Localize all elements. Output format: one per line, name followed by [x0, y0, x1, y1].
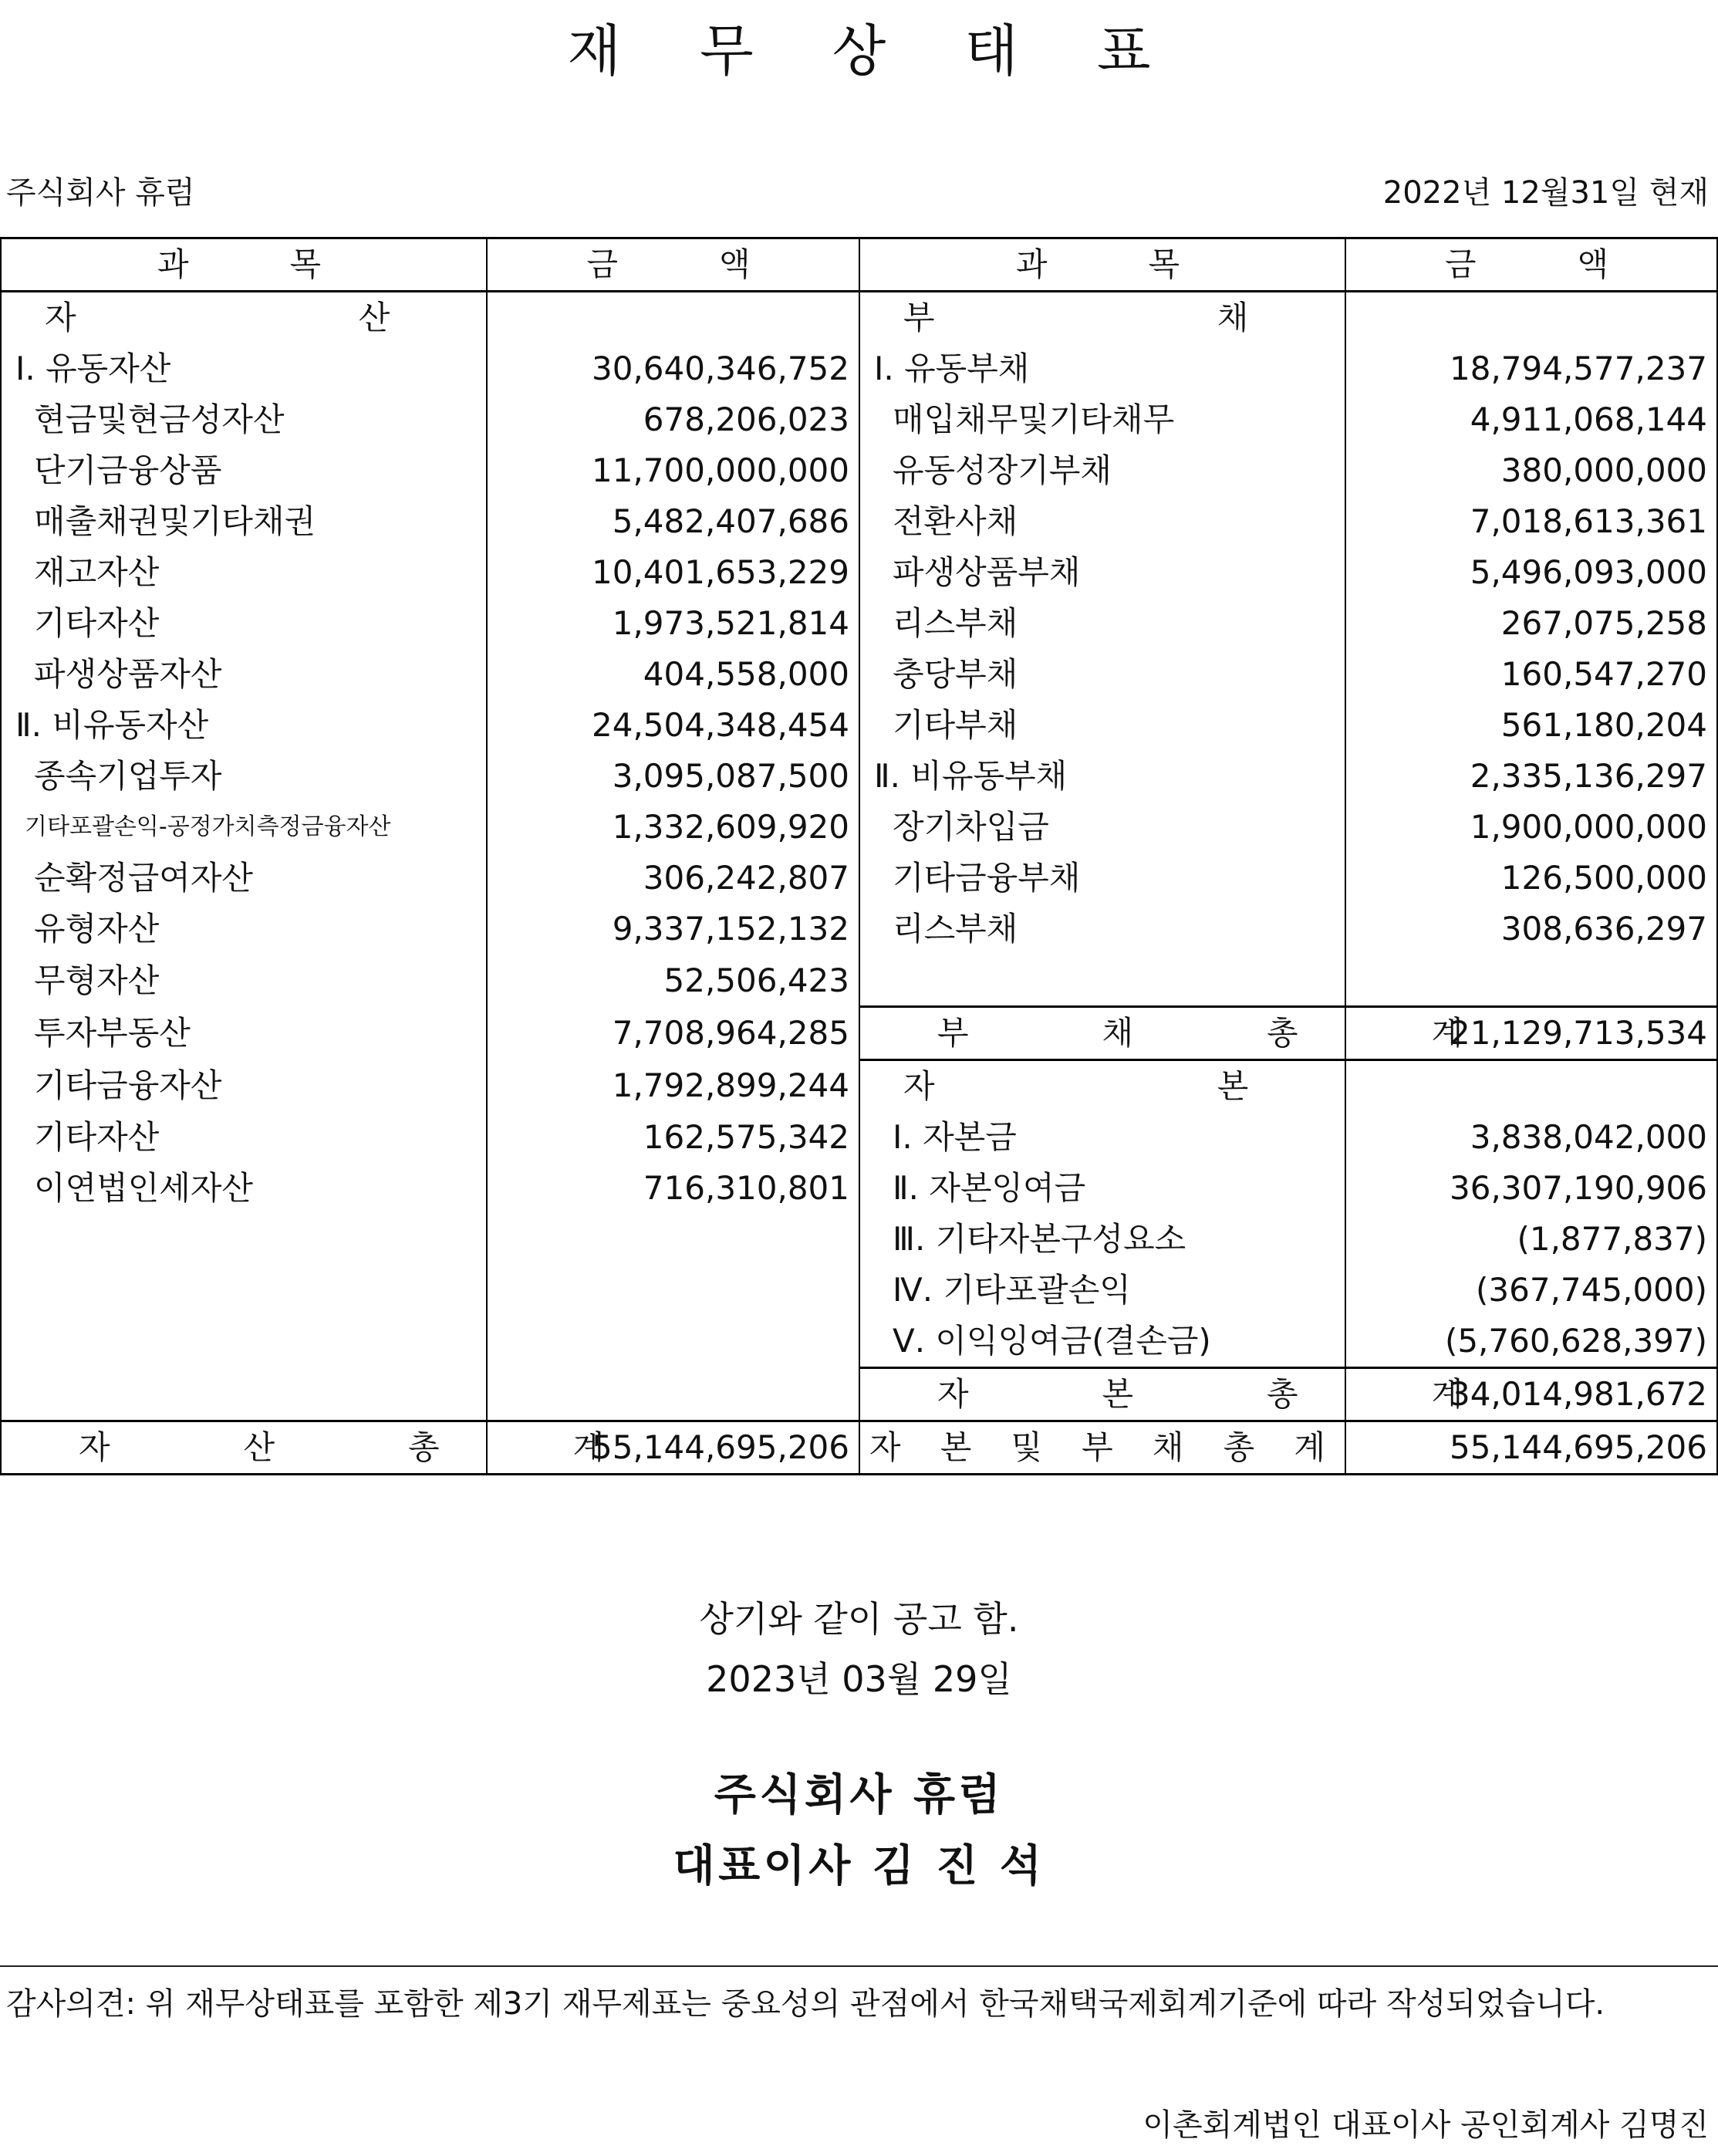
- liability-amount: 7,018,613,361: [1345, 496, 1717, 547]
- table-row: [1, 598, 1717, 649]
- table-row: [1, 904, 1717, 955]
- asset-label: Ⅰ. 유동자산: [1, 343, 487, 394]
- liability-label: 충당부채: [859, 649, 1345, 700]
- liability-label: 기타금융부채: [859, 853, 1345, 904]
- table-row: [1, 1163, 1717, 1214]
- asset-amount: 1,332,609,920: [487, 802, 859, 853]
- liability-label: Ⅰ. 유동부채: [859, 343, 1345, 394]
- header-amount-left: 금 액: [487, 238, 859, 292]
- empty-cell: [487, 1214, 859, 1265]
- asset-amount: 716,310,801: [487, 1163, 859, 1214]
- header-row: [1, 238, 1717, 292]
- asset-label: 기타포괄손익-공정가치측정금융자산: [1, 802, 487, 853]
- asset-label: 종속기업투자: [1, 751, 487, 802]
- header-account-left: 과 목: [1, 238, 487, 292]
- signature-ceo: 대표이사 김 진 석: [673, 1841, 1045, 1891]
- asset-label: 이연법인세자산: [1, 1163, 487, 1214]
- company-name: 주식회사 휴럼: [6, 175, 195, 211]
- page-title: 재 무 상 태 표: [567, 19, 1182, 83]
- liability-label: 유동성장기부채: [859, 445, 1345, 496]
- asset-label: 재고자산: [1, 547, 487, 598]
- empty-cell: [487, 1368, 859, 1421]
- liability-label: 파생상품부채: [859, 547, 1345, 598]
- liability-amount: 18,794,577,237: [1345, 343, 1717, 394]
- liability-label: 리스부채: [859, 904, 1345, 955]
- asset-amount: 678,206,023: [487, 394, 859, 445]
- empty-cell: [487, 292, 859, 344]
- table-row: [1, 547, 1717, 598]
- asset-amount: 404,558,000: [487, 649, 859, 700]
- equity-liabilities-total-label: 자 본 및 부 채 총 계: [859, 1421, 1345, 1475]
- header-amount-right: 금 액: [1345, 238, 1717, 292]
- empty-cell: [1, 1316, 487, 1368]
- liability-amount: 2,335,136,297: [1345, 751, 1717, 802]
- liability-amount: 5,496,093,000: [1345, 547, 1717, 598]
- asset-amount: 7,708,964,285: [487, 1007, 859, 1060]
- header-account-right: 과 목: [859, 238, 1345, 292]
- equity-label: Ⅳ. 기타포괄손익: [859, 1265, 1345, 1316]
- empty-cell: [487, 1316, 859, 1368]
- balance-sheet-table: [0, 237, 1718, 1475]
- liability-label: 리스부채: [859, 598, 1345, 649]
- table-row: [1, 445, 1717, 496]
- table-row: [1, 292, 1717, 344]
- equity-total-label: 자 본 총 계: [859, 1368, 1345, 1421]
- liability-amount: 4,911,068,144: [1345, 394, 1717, 445]
- asset-amount: 162,575,342: [487, 1112, 859, 1163]
- liability-label: 매입채무및기타채무: [859, 394, 1345, 445]
- assets-total-label: 자 산 총 계: [1, 1421, 487, 1475]
- asset-label: 단기금융상품: [1, 445, 487, 496]
- asset-label: 순확정급여자산: [1, 853, 487, 904]
- equity-amount: 36,307,190,906: [1345, 1163, 1717, 1214]
- asset-amount: 10,401,653,229: [487, 547, 859, 598]
- table-row: [1, 1007, 1717, 1060]
- equity-label: Ⅴ. 이익잉여금(결손금): [859, 1316, 1345, 1368]
- asset-label: 기타금융자산: [1, 1060, 487, 1113]
- liability-amount: 561,180,204: [1345, 700, 1717, 751]
- equity-amount: (1,877,837): [1345, 1214, 1717, 1265]
- table-row: [1, 1316, 1717, 1368]
- table-row: [1, 394, 1717, 445]
- liability-label: 기타부채: [859, 700, 1345, 751]
- table-row: [1, 649, 1717, 700]
- table-row: [1, 1214, 1717, 1265]
- liability-label: 전환사채: [859, 496, 1345, 547]
- table-row: [1, 1060, 1717, 1113]
- table-row: [1, 955, 1717, 1007]
- asset-amount: 1,973,521,814: [487, 598, 859, 649]
- liability-amount: 267,075,258: [1345, 598, 1717, 649]
- table-row: [1, 496, 1717, 547]
- liabilities-total-label: 부 채 총 계: [859, 1007, 1345, 1060]
- empty-cell: [1, 1265, 487, 1316]
- liability-amount: 126,500,000: [1345, 853, 1717, 904]
- signature-company: 주식회사 휴럼: [714, 1770, 1004, 1820]
- asset-label: 무형자산: [1, 955, 487, 1007]
- as-of-date: 2022년 12월31일 현재: [1382, 175, 1709, 211]
- liability-label: 장기차입금: [859, 802, 1345, 853]
- equity-label: Ⅱ. 자본잉여금: [859, 1163, 1345, 1214]
- asset-label: Ⅱ. 비유동자산: [1, 700, 487, 751]
- liability-amount: 380,000,000: [1345, 445, 1717, 496]
- liability-amount: 160,547,270: [1345, 649, 1717, 700]
- asset-amount: 24,504,348,454: [487, 700, 859, 751]
- asset-amount: 52,506,423: [487, 955, 859, 1007]
- asset-label: 매출채권및기타채권: [1, 496, 487, 547]
- empty-cell: [487, 1265, 859, 1316]
- asset-label: 기타자산: [1, 1112, 487, 1163]
- asset-amount: 30,640,346,752: [487, 343, 859, 394]
- asset-label: 기타자산: [1, 598, 487, 649]
- assets-section-label: 자 산: [1, 292, 487, 344]
- table-row: [1, 853, 1717, 904]
- asset-amount: 3,095,087,500: [487, 751, 859, 802]
- liabilities-total-amount: 21,129,713,534: [1345, 1007, 1717, 1060]
- equity-section-label: 자 본: [859, 1060, 1345, 1113]
- equity-label: Ⅲ. 기타자본구성요소: [859, 1214, 1345, 1265]
- asset-label: 투자부동산: [1, 1007, 487, 1060]
- table-row: [1, 751, 1717, 802]
- empty-cell: [1345, 955, 1717, 1007]
- equity-amount: 3,838,042,000: [1345, 1112, 1717, 1163]
- asset-amount: 9,337,152,132: [487, 904, 859, 955]
- asset-label: 현금및현금성자산: [1, 394, 487, 445]
- divider: [0, 1965, 1718, 1967]
- asset-amount: 5,482,407,686: [487, 496, 859, 547]
- auditor-signature: 이촌회계법인 대표이사 공인회계사 김명진: [1143, 2107, 1709, 2143]
- liability-amount: 1,900,000,000: [1345, 802, 1717, 853]
- liability-amount: 308,636,297: [1345, 904, 1717, 955]
- table-row: [1, 802, 1717, 853]
- equity-label: Ⅰ. 자본금: [859, 1112, 1345, 1163]
- grand-total-row: [1, 1421, 1717, 1475]
- equity-amount: (367,745,000): [1345, 1265, 1717, 1316]
- empty-cell: [859, 955, 1345, 1007]
- asset-amount: 1,792,899,244: [487, 1060, 859, 1113]
- balance-sheet-body: [1, 238, 1717, 1475]
- liability-label: Ⅱ. 비유동부채: [859, 751, 1345, 802]
- empty-cell: [1, 1214, 487, 1265]
- equity-total-amount: 34,014,981,672: [1345, 1368, 1717, 1421]
- equity-liabilities-total-amount: 55,144,695,206: [1345, 1421, 1717, 1475]
- table-row: [1, 1112, 1717, 1163]
- table-row: [1, 343, 1717, 394]
- empty-cell: [1345, 1060, 1717, 1113]
- asset-amount: 11,700,000,000: [487, 445, 859, 496]
- empty-cell: [1, 1368, 487, 1421]
- audit-opinion: 감사의견: 위 재무상태표를 포함한 제3기 재무제표는 중요성의 관점에서 한국채택국제회계기준에 따라 작성되었습니다.: [6, 1986, 1605, 2022]
- assets-total-amount: 55,144,695,206: [487, 1421, 859, 1475]
- table-row: [1, 700, 1717, 751]
- asset-label: 유형자산: [1, 904, 487, 955]
- publish-date: 2023년 03월 29일: [706, 1658, 1012, 1700]
- notice-text: 상기와 같이 공고 함.: [699, 1598, 1019, 1640]
- table-row: [1, 1265, 1717, 1316]
- asset-label: 파생상품자산: [1, 649, 487, 700]
- empty-cell: [1345, 292, 1717, 344]
- table-row: [1, 1368, 1717, 1421]
- liabilities-section-label: 부 채: [859, 292, 1345, 344]
- asset-amount: 306,242,807: [487, 853, 859, 904]
- equity-amount: (5,760,628,397): [1345, 1316, 1717, 1368]
